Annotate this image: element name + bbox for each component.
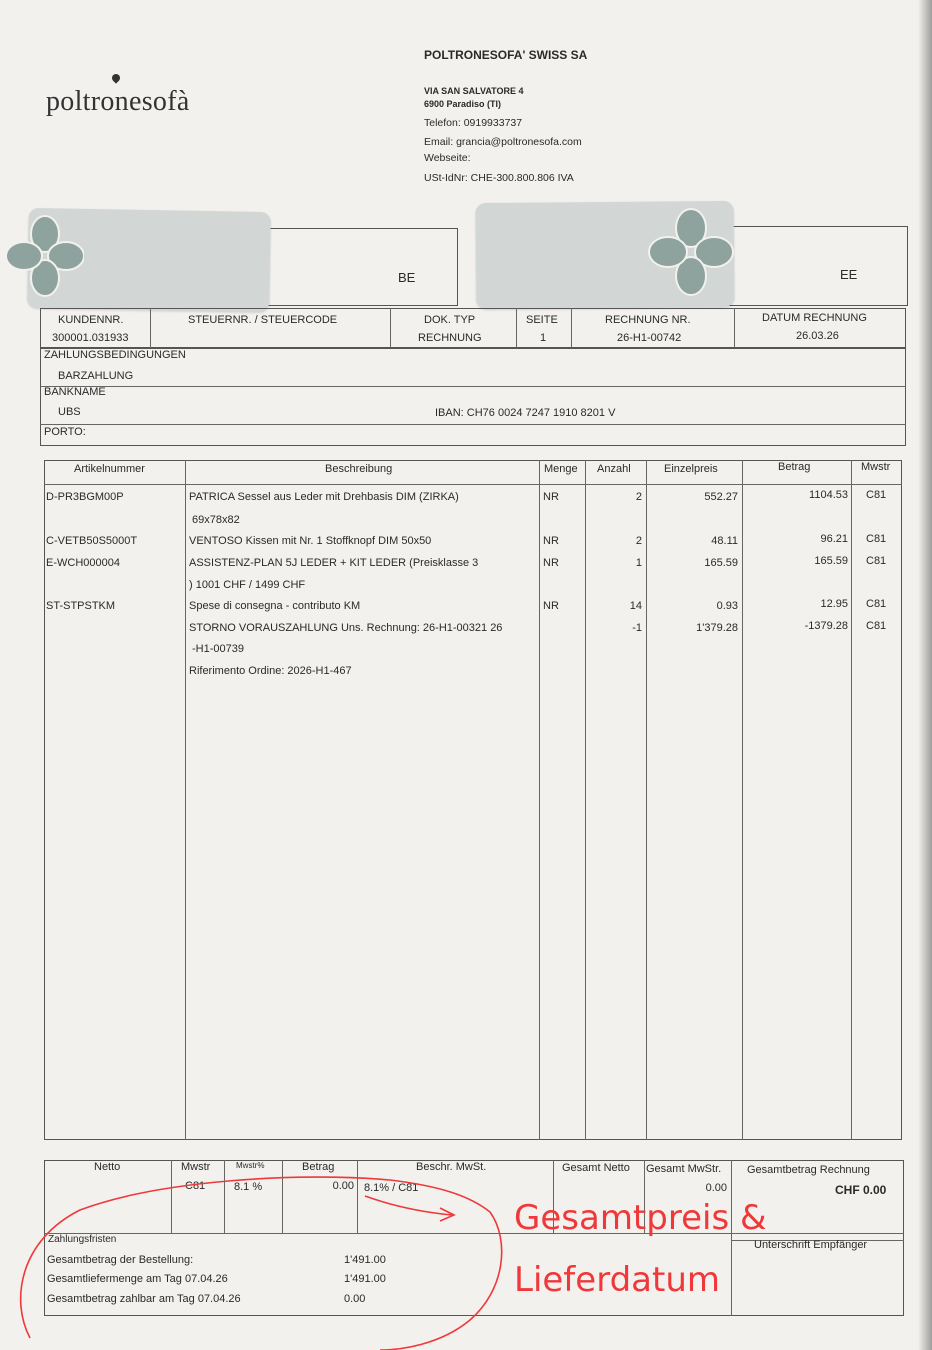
item-vat: C81	[866, 555, 887, 567]
item-description: VENTOSO Kissen mit Nr. 1 Stoffknopf DIM 50x50	[189, 535, 432, 547]
totals-betrag-label: Betrag	[302, 1161, 335, 1173]
payable-total-value: 0.00	[344, 1293, 366, 1305]
delivery-total-value: 1'491.00	[344, 1273, 386, 1285]
col-description: Beschreibung	[325, 463, 393, 475]
totals-gesamtbetrag-label: Gesamtbetrag Rechnung	[747, 1164, 870, 1176]
col-vat: Mwstr	[861, 461, 891, 473]
item-qty: 2	[635, 535, 642, 547]
item-description: STORNO VORAUSZAHLUNG Uns. Rechnung: 26-H1-00321 26	[189, 622, 503, 634]
totals-mwstr-pct: 8.1 %	[234, 1181, 263, 1193]
bank-name-label: BANKNAME	[44, 386, 106, 398]
payment-deadlines-title: Zahlungsfristen	[48, 1234, 117, 1245]
company-address-2: 6900 Paradiso (TI)	[424, 99, 502, 109]
totals-beschr: 8.1% / C81	[364, 1182, 419, 1194]
totals-mwstr: C81	[185, 1180, 206, 1192]
totals-netto-label: Netto	[94, 1161, 121, 1173]
item-vat: C81	[866, 620, 887, 632]
item-amount: 1104.53	[809, 489, 848, 501]
item-article: E-WCH000004	[46, 557, 120, 569]
item-description: PATRICA Sessel aus Leder mit Drehbasis DIM (ZIRKA)	[189, 491, 459, 503]
item-unit: NR	[543, 557, 559, 569]
item-unit: NR	[543, 600, 559, 612]
tax-code-label: STEUERNR. / STEUERCODE	[188, 314, 338, 326]
order-total-value: 1'491.00	[344, 1254, 386, 1266]
totals-beschr-label: Beschr. MwSt.	[416, 1161, 487, 1173]
totals-betrag: 0.00	[332, 1180, 354, 1192]
item-unit-price: 552.27	[704, 491, 738, 503]
item-unit-price: 0.93	[716, 600, 738, 612]
item-vat: C81	[866, 533, 887, 545]
bank-name: UBS	[58, 406, 81, 418]
item-amount: -1379.28	[804, 620, 848, 632]
invoice-no-label: RECHNUNG NR.	[605, 314, 691, 326]
item-description: Spese di consegna - contributo KM	[189, 600, 361, 612]
item-qty: 2	[635, 491, 642, 503]
item-article: D-PR3BGM00P	[46, 491, 124, 503]
item-description-cont: ) 1001 CHF / 1499 CHF	[189, 579, 306, 591]
company-name: POLTRONESOFA' SWISS SA	[424, 48, 588, 62]
invoice-date-label: DATUM RECHNUNG	[762, 312, 867, 324]
payable-total-label: Gesamtbetrag zahlbar am Tag 07.04.26	[47, 1293, 241, 1305]
doc-type-label: DOK. TYP	[424, 314, 476, 326]
payment-terms: BARZAHLUNG	[58, 370, 134, 382]
totals-gesamt-mwst-label: Gesamt MwStr.	[646, 1163, 722, 1175]
annotation-line-2: Lieferdatum	[514, 1260, 720, 1300]
customer-address-suffix: BE	[398, 270, 416, 285]
totals-mwstr-label: Mwstr	[181, 1161, 211, 1173]
col-article: Artikelnummer	[74, 463, 145, 475]
totals-gesamt-netto-label: Gesamt Netto	[562, 1162, 630, 1174]
item-amount: 165.59	[814, 555, 848, 567]
doc-type: RECHNUNG	[418, 332, 482, 344]
item-unit-price: 165.59	[704, 557, 738, 569]
recipient-signature-label: Unterschrift Empfänger	[754, 1239, 868, 1251]
item-description-cont: 69x78x82	[192, 514, 240, 526]
payment-terms-label: ZAHLUNGSBEDINGUNGEN	[44, 349, 186, 361]
item-amount: 96.21	[820, 533, 848, 545]
company-logo: poltronesofà	[46, 86, 190, 117]
invoice-no: 26-H1-00742	[617, 332, 682, 344]
item-article: ST-STPSTKM	[46, 600, 116, 612]
col-unit-price: Einzelpreis	[664, 463, 718, 475]
page-number: 1	[540, 332, 547, 344]
item-unit: NR	[543, 491, 559, 503]
totals-mwstr-pct-label: Mwstr%	[236, 1161, 265, 1170]
item-description-cont: -H1-00739	[192, 643, 244, 655]
order-reference: Riferimento Ordine: 2026-H1-467	[189, 665, 352, 677]
col-unit: Menge	[544, 463, 578, 475]
item-article: C-VETB50S5000T	[46, 535, 138, 547]
item-unit-price: 48.11	[711, 535, 738, 547]
order-total-label: Gesamtbetrag der Bestellung:	[47, 1254, 194, 1266]
item-unit-price: 1'379.28	[696, 622, 738, 634]
item-amount: 12.95	[820, 598, 848, 610]
customer-no-label: KUNDENNR.	[58, 314, 124, 326]
col-amount: Betrag	[778, 461, 811, 473]
company-vat-id: USt-IdNr: CHE-300.800.806 IVA	[424, 172, 574, 184]
porto-label: PORTO:	[44, 426, 86, 438]
col-qty: Anzahl	[597, 463, 631, 475]
customer-no: 300001.031933	[52, 332, 129, 344]
item-description: ASSISTENZ-PLAN 5J LEDER + KIT LEDER (Preisklasse 3	[189, 557, 479, 569]
item-vat: C81	[866, 489, 887, 501]
item-qty: 14	[629, 600, 642, 612]
invoice-date: 26.03.26	[796, 330, 839, 342]
page-label: SEITE	[526, 314, 558, 326]
delivery-address-suffix: EE	[840, 267, 858, 282]
item-qty: -1	[632, 622, 642, 634]
company-website: Webseite:	[424, 152, 471, 164]
company-email: Email: grancia@poltronesofa.com	[424, 136, 582, 148]
item-unit: NR	[543, 535, 559, 547]
delivery-total-label: Gesamtliefermenge am Tag 07.04.26	[47, 1273, 228, 1285]
item-qty: 1	[635, 557, 642, 569]
item-vat: C81	[866, 598, 887, 610]
totals-gesamtbetrag: CHF 0.00	[835, 1183, 887, 1197]
iban: IBAN: CH76 0024 7247 1910 8201 V	[435, 407, 616, 419]
totals-gesamt-mwst: 0.00	[705, 1182, 727, 1194]
company-phone: Telefon: 0919933737	[424, 117, 523, 129]
annotation-line-1: Gesamtpreis &	[514, 1198, 767, 1238]
company-address-1: VIA SAN SALVATORE 4	[424, 86, 524, 96]
